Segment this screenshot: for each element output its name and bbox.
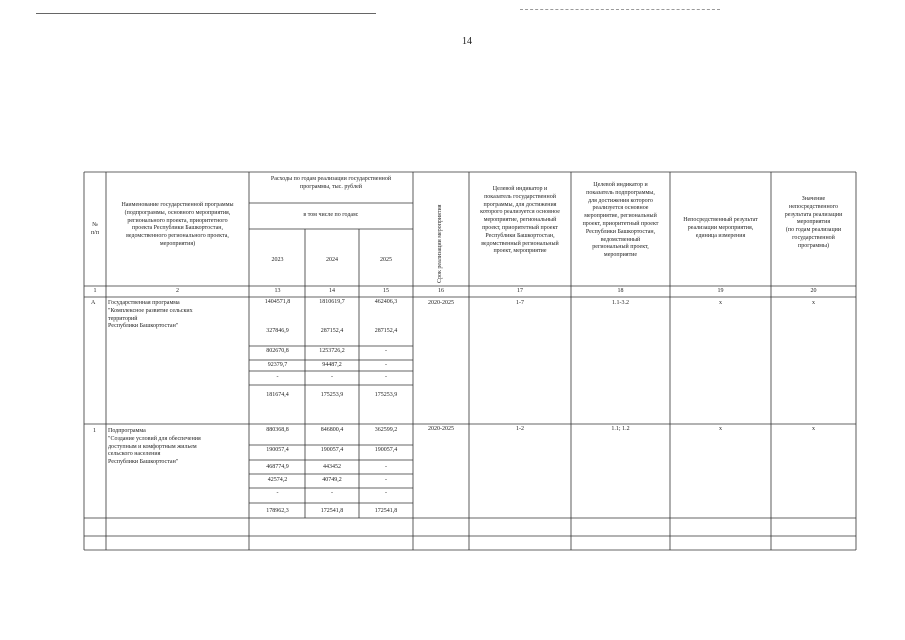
amount-cell: 190057,4 [374,447,398,453]
row-target-gp: 1-2 [516,426,524,432]
amount-cell: 287152,4 [374,328,398,334]
amount-cell: 175253,9 [320,392,344,398]
header-target-gp: Целевой индикатор и показатель государственной программы, для достижения которого реализуется основное мероприятие, региональный проект, приоритетный проект Республики Башкортостан, ведомственный региональный проект, мероприятие [480,186,560,255]
header-name: Наименование государственной программы (подпрограммы, основного мероприятия, регионального проекта, приоритетного проекта Республики Башкортостан, ведомственного регионального проекта, мероприятия) [121,202,234,247]
row-num: А [91,300,96,306]
amount-cell: 190057,4 [266,447,289,453]
amount-cell: 846800,4 [320,427,344,433]
row-num: 1 [93,428,96,434]
amount-cell: 175253,9 [374,392,398,398]
amount-cell: - [385,490,387,496]
amount-cell: 172541,8 [374,508,398,514]
amount-cell: 287152,4 [320,328,344,334]
amount-cell: 40749,2 [322,477,342,483]
page-number: 14 [462,36,472,47]
index-cell: 19 [717,288,724,294]
amount-cell: - [276,490,279,496]
amount-cell: 443452 [323,464,341,470]
index-cell: 13 [274,288,281,294]
amount-cell: - [331,490,333,496]
amount-cell: 94487,2 [322,362,342,368]
index-cell: 16 [438,288,444,294]
amount-cell: 462406,3 [374,299,398,305]
amount-cell: 802670,8 [266,348,289,354]
amount-cell: - [385,348,387,354]
header-term: Срок реализации мероприятия [437,204,443,283]
amount-cell: - [385,374,387,380]
amount-cell: 172541,8 [320,508,344,514]
row-term: 2020-2025 [428,426,454,432]
index-cell: 17 [517,288,523,294]
amount-cell: - [385,477,387,483]
amount-cell: 92379,7 [267,362,288,368]
amount-cell: 1253726,2 [319,348,345,354]
amount-cell: 1404571,8 [264,299,291,305]
header-num: № п/п [90,222,100,236]
header-incl: в том числе по годам: [303,212,359,218]
amount-cell: 42574,2 [267,477,288,483]
index-cell: 18 [617,288,624,294]
index-cell: 20 [810,288,817,294]
amount-cell: - [276,374,279,380]
index-cell: 15 [383,288,389,294]
amount-cell: - [385,464,387,470]
amount-cell: 190057,4 [320,447,344,453]
amount-cell: 181674,4 [266,392,289,398]
header-year-2025: 2025 [380,257,392,263]
header-year-2023: 2023 [271,257,284,263]
row-target-gp: 1-7 [516,300,524,306]
row-term: 2020-2025 [428,300,454,306]
row-name: Государственная программа "Комплексное развитие сельских территорий Республики Башкортостан" [108,300,193,330]
amount-cell: 178962,3 [266,508,289,514]
header-target-sub: Целевой индикатор и показатель подпрограммы, для достижения которого реализуется основное мероприятие, региональный проект, приоритетный проект Республики Башкортостан, ведомственный региональный проект, мероприятие [582,182,659,259]
amount-cell: 468774,9 [266,464,289,470]
index-cell: 2 [176,288,179,294]
row-result: х [719,300,722,306]
amount-cell: 327846,9 [266,328,289,334]
row-target-sub: 1.1; 1.2 [611,426,630,432]
amount-cell: 362599,2 [374,427,398,433]
amount-cell: 880368,8 [266,427,289,433]
row-value: х [812,300,815,306]
header-year-2024: 2024 [326,257,338,263]
row-name: Подпрограмма "Создание условий для обеспечения доступным и комфортным жильем сельского населения Республики Башкортостан" [108,428,201,466]
amount-cell: 1810619,7 [319,299,345,305]
index-cell: 1 [93,288,97,294]
index-cell: 14 [329,288,335,294]
amount-cell: - [331,374,333,380]
amount-cell: - [385,362,387,368]
row-target-sub: 1.1-3.2 [612,300,629,306]
row-value: х [812,426,815,432]
header-result: Непосредственный результат реализации мероприятия, единица измерения [683,217,758,239]
header-value: Значение непосредственного результата реализации мероприятия (по годам реализации государственной программы) [784,196,843,249]
header-expenses: Расходы по годам реализации государственной программы, тыс. рублей [270,176,392,190]
row-result: х [719,426,722,432]
